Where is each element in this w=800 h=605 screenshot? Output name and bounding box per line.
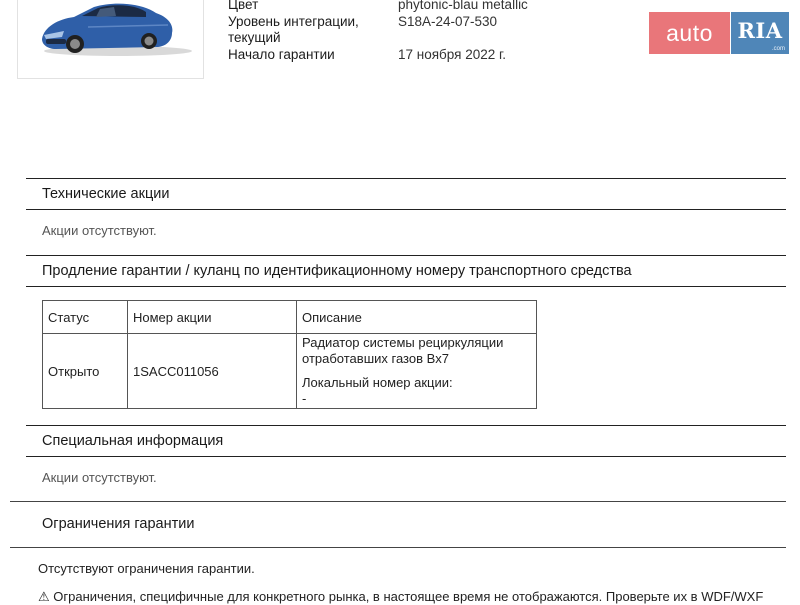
table-header-row [43, 301, 537, 334]
column-header-description: Описание [297, 301, 537, 334]
warranty-extension-title: Продление гарантии / куланц по идентификационному номеру транспортного средства [42, 263, 632, 279]
local-campaign-number-value: - [302, 391, 307, 406]
vehicle-image [17, 0, 204, 79]
section-divider [26, 255, 786, 256]
market-restrictions-notice: ⚠ Ограничения, специфичные для конкретного рынка, в настоящее время не отображаются. Проверьте их в WDF/WXF [38, 589, 764, 604]
campaign-table [42, 300, 537, 409]
logo-domain: .com [771, 46, 785, 52]
column-header-number: Номер акции [128, 301, 297, 334]
section-divider [26, 209, 786, 210]
campaign-number: 1SACC011056 [128, 334, 297, 409]
section-divider [10, 547, 786, 548]
warranty-start-label: Начало гарантии [228, 47, 335, 62]
logo-auto-part: auto [649, 12, 730, 54]
campaign-description-cell [297, 334, 537, 409]
warranty-restrictions-title: Ограничения гарантии [42, 516, 195, 532]
color-value: phytonic-blau metallic [398, 0, 528, 12]
campaign-status: Открыто [43, 334, 128, 409]
table-row [43, 334, 537, 409]
column-header-status: Статус [43, 301, 128, 334]
section-divider [26, 286, 786, 287]
technical-actions-title: Технические акции [42, 186, 170, 202]
logo-ria-part [731, 12, 789, 54]
car-icon [18, 0, 203, 78]
special-info-empty: Акции отсутствуют. [42, 470, 157, 485]
integration-level-label: Уровень интеграции, текущий [228, 14, 359, 45]
special-info-title: Специальная информация [42, 433, 224, 449]
section-divider [26, 178, 786, 179]
local-campaign-number-label: Локальный номер акции: [302, 375, 453, 390]
campaign-description-line1: Радиатор системы рециркуляции [302, 335, 504, 350]
section-divider [10, 501, 786, 502]
logo-ria-text: RIA [737, 18, 783, 43]
campaign-description-line2: отработавших газов Bx7 [302, 351, 449, 366]
section-divider [26, 456, 786, 457]
autoria-logo [649, 12, 789, 54]
section-divider [26, 425, 786, 426]
warranty-restrictions-text: Отсутствуют ограничения гарантии. [38, 561, 255, 576]
integration-level-value: S18A-24-07-530 [398, 14, 498, 29]
technical-actions-empty: Акции отсутствуют. [42, 223, 157, 238]
warranty-start-value: 17 ноября 2022 г. [398, 47, 506, 62]
color-label: Цвет [228, 0, 259, 12]
